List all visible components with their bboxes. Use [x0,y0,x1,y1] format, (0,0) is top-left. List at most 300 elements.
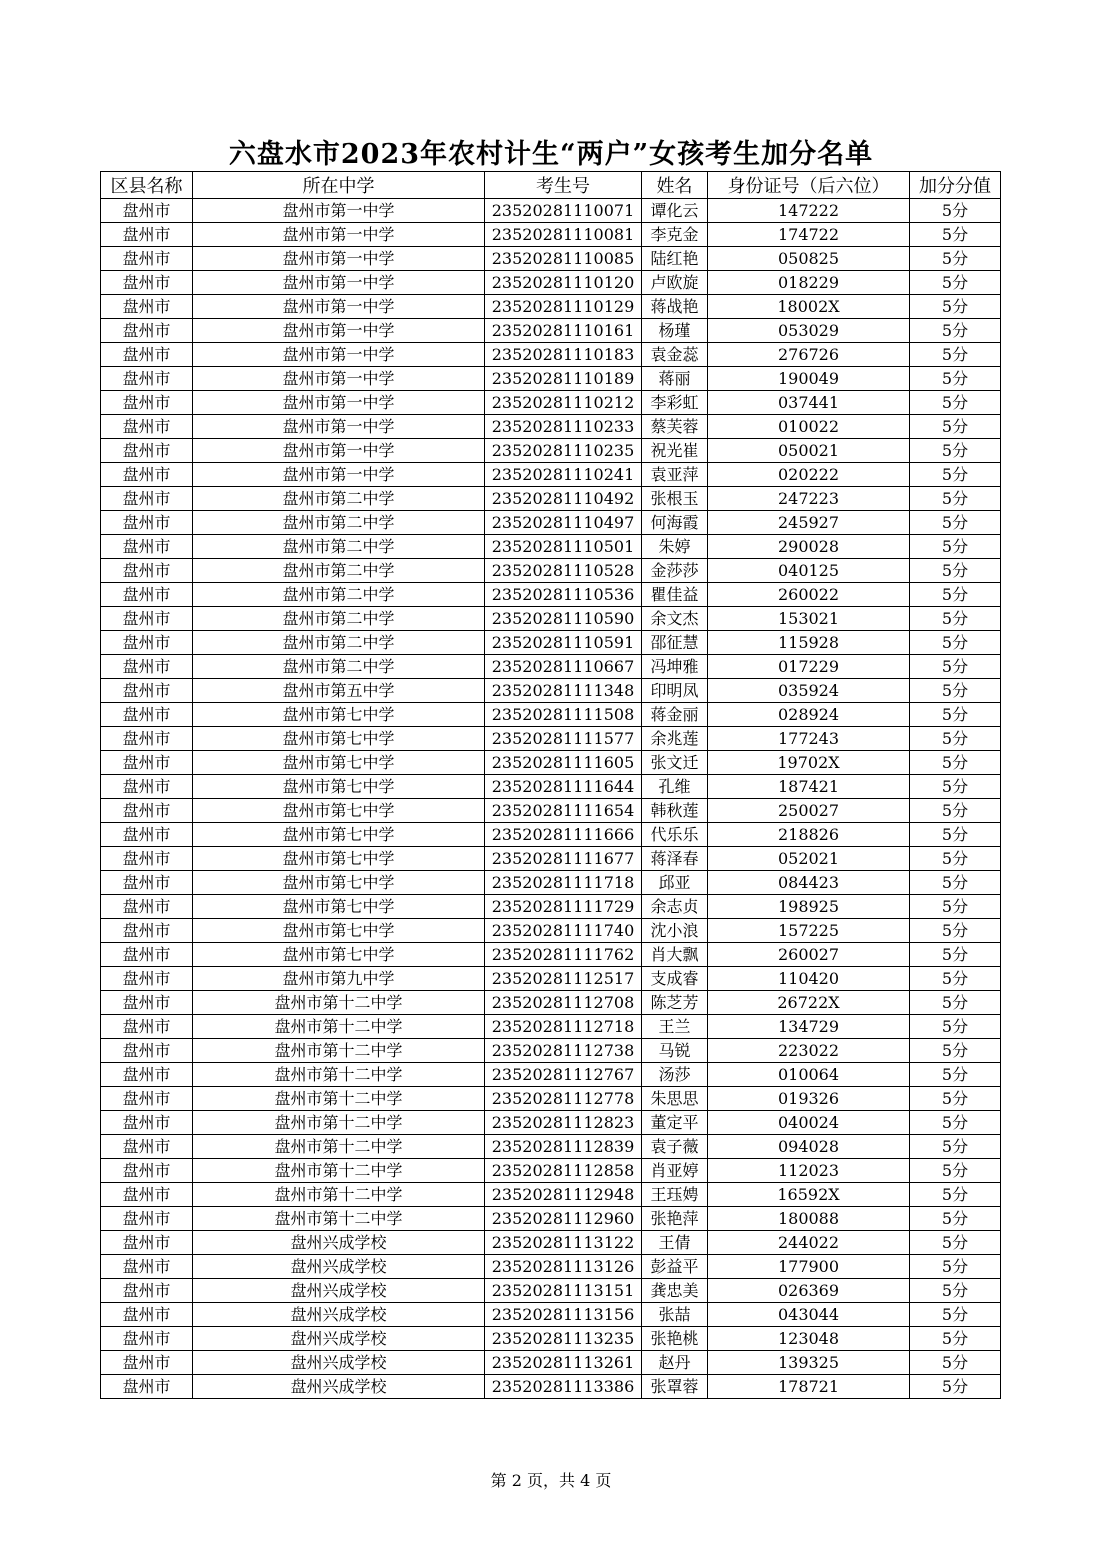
school-cell: 盘州市第十二中学 [193,1183,485,1207]
table-row [101,1327,1001,1351]
id-suffix-cell: 178721 [708,1375,910,1399]
school-cell: 盘州市第十二中学 [193,1087,485,1111]
name-cell: 蔡芙蓉 [642,415,708,439]
exam-number-cell: 23520281112858 [485,1159,642,1183]
county-cell: 盘州市 [101,655,193,679]
name-cell: 马锐 [642,1039,708,1063]
bonus-cell: 5分 [910,703,1001,727]
exam-number-cell: 23520281110085 [485,247,642,271]
id-suffix-cell: 040024 [708,1111,910,1135]
table-row [101,511,1001,535]
county-cell: 盘州市 [101,1231,193,1255]
id-suffix-cell: 245927 [708,511,910,535]
table-row [101,223,1001,247]
table-row [101,703,1001,727]
exam-number-cell: 23520281110081 [485,223,642,247]
id-suffix-cell: 112023 [708,1159,910,1183]
school-cell: 盘州市第一中学 [193,415,485,439]
bonus-cell: 5分 [910,1279,1001,1303]
school-cell: 盘州市第七中学 [193,919,485,943]
id-suffix-cell: 157225 [708,919,910,943]
county-cell: 盘州市 [101,1159,193,1183]
table-body [101,199,1001,1399]
table-row [101,895,1001,919]
table-row [101,1207,1001,1231]
exam-number-cell: 23520281113122 [485,1231,642,1255]
county-cell: 盘州市 [101,1279,193,1303]
name-cell: 王兰 [642,1015,708,1039]
bonus-cell: 5分 [910,1087,1001,1111]
id-suffix-cell: 244022 [708,1231,910,1255]
table-row [101,727,1001,751]
table-row [101,871,1001,895]
county-cell: 盘州市 [101,391,193,415]
id-suffix-cell: 18002X [708,295,910,319]
table-row [101,823,1001,847]
county-cell: 盘州市 [101,871,193,895]
id-suffix-cell: 26722X [708,991,910,1015]
id-suffix-cell: 260027 [708,943,910,967]
exam-number-cell: 23520281111654 [485,799,642,823]
table-row [101,1063,1001,1087]
table-row [101,943,1001,967]
school-cell: 盘州市第二中学 [193,487,485,511]
exam-number-cell: 23520281112517 [485,967,642,991]
table-row [101,919,1001,943]
school-cell: 盘州市第五中学 [193,679,485,703]
county-cell: 盘州市 [101,631,193,655]
county-cell: 盘州市 [101,943,193,967]
table-row [101,679,1001,703]
name-cell: 支成睿 [642,967,708,991]
id-suffix-cell: 16592X [708,1183,910,1207]
table-row [101,1303,1001,1327]
table-row [101,1111,1001,1135]
exam-number-cell: 23520281110241 [485,463,642,487]
school-cell: 盘州市第七中学 [193,751,485,775]
id-suffix-cell: 250027 [708,799,910,823]
id-suffix-cell: 053029 [708,319,910,343]
name-cell: 沈小浪 [642,919,708,943]
id-suffix-cell: 177243 [708,727,910,751]
table-row [101,1159,1001,1183]
exam-number-cell: 23520281112823 [485,1111,642,1135]
exam-number-cell: 23520281110497 [485,511,642,535]
exam-number-cell: 23520281110120 [485,271,642,295]
name-cell: 蒋金丽 [642,703,708,727]
exam-number-cell: 23520281111677 [485,847,642,871]
exam-number-cell: 23520281113126 [485,1255,642,1279]
name-cell: 邵征慧 [642,631,708,655]
bonus-cell: 5分 [910,1351,1001,1375]
school-cell: 盘州市第十二中学 [193,1015,485,1039]
name-cell: 余文杰 [642,607,708,631]
school-cell: 盘州兴成学校 [193,1231,485,1255]
bonus-cell: 5分 [910,343,1001,367]
exam-number-cell: 23520281110590 [485,607,642,631]
name-cell: 何海霞 [642,511,708,535]
table-row [101,1279,1001,1303]
table-row [101,967,1001,991]
bonus-cell: 5分 [910,1159,1001,1183]
name-cell: 王倩 [642,1231,708,1255]
exam-number-cell: 23520281110129 [485,295,642,319]
name-cell: 余兆莲 [642,727,708,751]
name-cell: 袁亚萍 [642,463,708,487]
exam-number-cell: 23520281111605 [485,751,642,775]
school-cell: 盘州兴成学校 [193,1375,485,1399]
id-suffix-cell: 018229 [708,271,910,295]
exam-number-cell: 23520281110536 [485,583,642,607]
exam-number-cell: 23520281111729 [485,895,642,919]
id-suffix-cell: 223022 [708,1039,910,1063]
bonus-cell: 5分 [910,799,1001,823]
id-suffix-cell: 139325 [708,1351,910,1375]
id-suffix-cell: 040125 [708,559,910,583]
county-cell: 盘州市 [101,463,193,487]
table-row [101,1351,1001,1375]
county-cell: 盘州市 [101,1207,193,1231]
table-row [101,535,1001,559]
table-row [101,295,1001,319]
bonus-cell: 5分 [910,1303,1001,1327]
name-cell: 赵丹 [642,1351,708,1375]
exam-number-cell: 23520281111577 [485,727,642,751]
table-row [101,463,1001,487]
bonus-cell: 5分 [910,751,1001,775]
school-cell: 盘州市第七中学 [193,799,485,823]
id-suffix-cell: 174722 [708,223,910,247]
exam-number-cell: 23520281111508 [485,703,642,727]
county-cell: 盘州市 [101,415,193,439]
bonus-cell: 5分 [910,1063,1001,1087]
name-cell: 张罩蓉 [642,1375,708,1399]
county-cell: 盘州市 [101,535,193,559]
id-suffix-cell: 028924 [708,703,910,727]
school-cell: 盘州市第一中学 [193,319,485,343]
id-suffix-cell: 134729 [708,1015,910,1039]
name-cell: 肖亚婷 [642,1159,708,1183]
table-row [101,607,1001,631]
county-cell: 盘州市 [101,847,193,871]
county-cell: 盘州市 [101,511,193,535]
id-suffix-cell: 019326 [708,1087,910,1111]
id-suffix-cell: 110420 [708,967,910,991]
school-cell: 盘州市第二中学 [193,511,485,535]
table-row [101,751,1001,775]
bonus-cell: 5分 [910,199,1001,223]
school-cell: 盘州市第七中学 [193,703,485,727]
exam-number-cell: 23520281110189 [485,367,642,391]
school-cell: 盘州市第二中学 [193,583,485,607]
school-cell: 盘州市第二中学 [193,535,485,559]
school-cell: 盘州市第七中学 [193,727,485,751]
table-row [101,1375,1001,1399]
id-suffix-cell: 177900 [708,1255,910,1279]
exam-number-cell: 23520281110235 [485,439,642,463]
name-cell: 张艳萍 [642,1207,708,1231]
county-cell: 盘州市 [101,199,193,223]
exam-number-cell: 23520281113156 [485,1303,642,1327]
name-cell: 张文迁 [642,751,708,775]
school-cell: 盘州市第一中学 [193,199,485,223]
bonus-cell: 5分 [910,247,1001,271]
id-suffix-cell: 094028 [708,1135,910,1159]
header-id-suffix: 身份证号（后六位） [708,172,910,199]
table-row [101,1015,1001,1039]
bonus-cell: 5分 [910,631,1001,655]
bonus-cell: 5分 [910,1255,1001,1279]
county-cell: 盘州市 [101,799,193,823]
exam-number-cell: 23520281113386 [485,1375,642,1399]
county-cell: 盘州市 [101,919,193,943]
page-title: 六盘水市2023年农村计生“两户”女孩考生加分名单 [228,139,874,170]
name-cell: 肖大飘 [642,943,708,967]
table-row [101,319,1001,343]
bonus-cell: 5分 [910,535,1001,559]
bonus-cell: 5分 [910,1231,1001,1255]
id-suffix-cell: 19702X [708,751,910,775]
school-cell: 盘州市第七中学 [193,871,485,895]
table-row [101,583,1001,607]
bonus-cell: 5分 [910,1111,1001,1135]
table-row [101,847,1001,871]
table-row [101,799,1001,823]
id-suffix-cell: 198925 [708,895,910,919]
bonus-cell: 5分 [910,991,1001,1015]
exam-number-cell: 23520281111718 [485,871,642,895]
table-row [101,775,1001,799]
school-cell: 盘州市第十二中学 [193,1159,485,1183]
exam-number-cell: 23520281111762 [485,943,642,967]
school-cell: 盘州市第九中学 [193,967,485,991]
table-row [101,391,1001,415]
name-cell: 印明凤 [642,679,708,703]
table-row [101,247,1001,271]
county-cell: 盘州市 [101,367,193,391]
exam-number-cell: 23520281110183 [485,343,642,367]
name-cell: 蒋泽春 [642,847,708,871]
bonus-cell: 5分 [910,295,1001,319]
county-cell: 盘州市 [101,1255,193,1279]
name-cell: 杨瑾 [642,319,708,343]
table-row [101,631,1001,655]
county-cell: 盘州市 [101,559,193,583]
county-cell: 盘州市 [101,583,193,607]
exam-number-cell: 23520281112960 [485,1207,642,1231]
name-cell: 李克金 [642,223,708,247]
name-cell: 冯坤雅 [642,655,708,679]
school-cell: 盘州市第十二中学 [193,1111,485,1135]
name-cell: 张艳桃 [642,1327,708,1351]
bonus-cell: 5分 [910,415,1001,439]
county-cell: 盘州市 [101,751,193,775]
table-row [101,343,1001,367]
table-row [101,1039,1001,1063]
id-suffix-cell: 037441 [708,391,910,415]
header-school: 所在中学 [193,172,485,199]
county-cell: 盘州市 [101,1351,193,1375]
county-cell: 盘州市 [101,703,193,727]
bonus-cell: 5分 [910,559,1001,583]
exam-number-cell: 23520281111348 [485,679,642,703]
county-cell: 盘州市 [101,679,193,703]
exam-number-cell: 23520281111740 [485,919,642,943]
header-name: 姓名 [642,172,708,199]
id-suffix-cell: 247223 [708,487,910,511]
name-cell: 代乐乐 [642,823,708,847]
bonus-cell: 5分 [910,1135,1001,1159]
id-suffix-cell: 260022 [708,583,910,607]
county-cell: 盘州市 [101,1111,193,1135]
exam-number-cell: 23520281110492 [485,487,642,511]
exam-number-cell: 23520281110071 [485,199,642,223]
bonus-cell: 5分 [910,847,1001,871]
name-cell: 韩秋莲 [642,799,708,823]
exam-number-cell: 23520281110233 [485,415,642,439]
exam-number-cell: 23520281110212 [485,391,642,415]
id-suffix-cell: 020222 [708,463,910,487]
school-cell: 盘州市第七中学 [193,775,485,799]
exam-number-cell: 23520281112948 [485,1183,642,1207]
exam-number-cell: 23520281112778 [485,1087,642,1111]
bonus-cell: 5分 [910,607,1001,631]
bonus-cell: 5分 [910,511,1001,535]
bonus-cell: 5分 [910,463,1001,487]
bonus-cell: 5分 [910,439,1001,463]
school-cell: 盘州市第一中学 [193,463,485,487]
exam-number-cell: 23520281112767 [485,1063,642,1087]
name-cell: 卢欧旋 [642,271,708,295]
exam-number-cell: 23520281110161 [485,319,642,343]
school-cell: 盘州市第七中学 [193,943,485,967]
bonus-list-table [100,171,1001,1399]
school-cell: 盘州市第一中学 [193,439,485,463]
table-row [101,1087,1001,1111]
bonus-cell: 5分 [910,1183,1001,1207]
school-cell: 盘州兴成学校 [193,1351,485,1375]
bonus-cell: 5分 [910,727,1001,751]
school-cell: 盘州市第七中学 [193,847,485,871]
bonus-cell: 5分 [910,895,1001,919]
id-suffix-cell: 043044 [708,1303,910,1327]
header-bonus: 加分分值 [910,172,1001,199]
table-row [101,1183,1001,1207]
name-cell: 李彩虹 [642,391,708,415]
table-row [101,991,1001,1015]
id-suffix-cell: 010064 [708,1063,910,1087]
school-cell: 盘州市第七中学 [193,895,485,919]
id-suffix-cell: 180088 [708,1207,910,1231]
county-cell: 盘州市 [101,247,193,271]
id-suffix-cell: 153021 [708,607,910,631]
school-cell: 盘州市第二中学 [193,607,485,631]
bonus-cell: 5分 [910,943,1001,967]
table-row [101,1255,1001,1279]
table-row [101,367,1001,391]
county-cell: 盘州市 [101,1063,193,1087]
id-suffix-cell: 026369 [708,1279,910,1303]
exam-number-cell: 23520281110501 [485,535,642,559]
school-cell: 盘州兴成学校 [193,1303,485,1327]
school-cell: 盘州市第一中学 [193,223,485,247]
bonus-cell: 5分 [910,1015,1001,1039]
school-cell: 盘州市第一中学 [193,367,485,391]
school-cell: 盘州市第十二中学 [193,1039,485,1063]
id-suffix-cell: 050825 [708,247,910,271]
county-cell: 盘州市 [101,223,193,247]
name-cell: 张根玉 [642,487,708,511]
name-cell: 蒋战艳 [642,295,708,319]
table-row [101,655,1001,679]
name-cell: 龚忠美 [642,1279,708,1303]
school-cell: 盘州市第十二中学 [193,1063,485,1087]
table-row [101,1231,1001,1255]
county-cell: 盘州市 [101,967,193,991]
id-suffix-cell: 218826 [708,823,910,847]
table-row [101,415,1001,439]
county-cell: 盘州市 [101,439,193,463]
county-cell: 盘州市 [101,487,193,511]
county-cell: 盘州市 [101,727,193,751]
bonus-cell: 5分 [910,967,1001,991]
county-cell: 盘州市 [101,1327,193,1351]
county-cell: 盘州市 [101,1135,193,1159]
bonus-cell: 5分 [910,1327,1001,1351]
county-cell: 盘州市 [101,1303,193,1327]
table-row [101,487,1001,511]
exam-number-cell: 23520281110667 [485,655,642,679]
table-row [101,559,1001,583]
county-cell: 盘州市 [101,295,193,319]
name-cell: 邱亚 [642,871,708,895]
name-cell: 金莎莎 [642,559,708,583]
school-cell: 盘州市第二中学 [193,559,485,583]
county-cell: 盘州市 [101,991,193,1015]
name-cell: 谭化云 [642,199,708,223]
bonus-cell: 5分 [910,871,1001,895]
name-cell: 王珏娉 [642,1183,708,1207]
county-cell: 盘州市 [101,607,193,631]
id-suffix-cell: 050021 [708,439,910,463]
bonus-cell: 5分 [910,223,1001,247]
id-suffix-cell: 123048 [708,1327,910,1351]
id-suffix-cell: 187421 [708,775,910,799]
name-cell: 余志贞 [642,895,708,919]
name-cell: 祝光崔 [642,439,708,463]
table-row [101,1135,1001,1159]
header-county: 区县名称 [101,172,193,199]
bonus-cell: 5分 [910,1375,1001,1399]
school-cell: 盘州市第一中学 [193,271,485,295]
name-cell: 孔维 [642,775,708,799]
bonus-cell: 5分 [910,679,1001,703]
table-header-row [101,172,1001,199]
id-suffix-cell: 115928 [708,631,910,655]
exam-number-cell: 23520281113261 [485,1351,642,1375]
county-cell: 盘州市 [101,1015,193,1039]
school-cell: 盘州兴成学校 [193,1327,485,1351]
county-cell: 盘州市 [101,271,193,295]
bonus-cell: 5分 [910,919,1001,943]
school-cell: 盘州市第一中学 [193,391,485,415]
school-cell: 盘州市第十二中学 [193,1135,485,1159]
table-row [101,271,1001,295]
exam-number-cell: 23520281110528 [485,559,642,583]
county-cell: 盘州市 [101,1183,193,1207]
id-suffix-cell: 147222 [708,199,910,223]
bonus-cell: 5分 [910,487,1001,511]
